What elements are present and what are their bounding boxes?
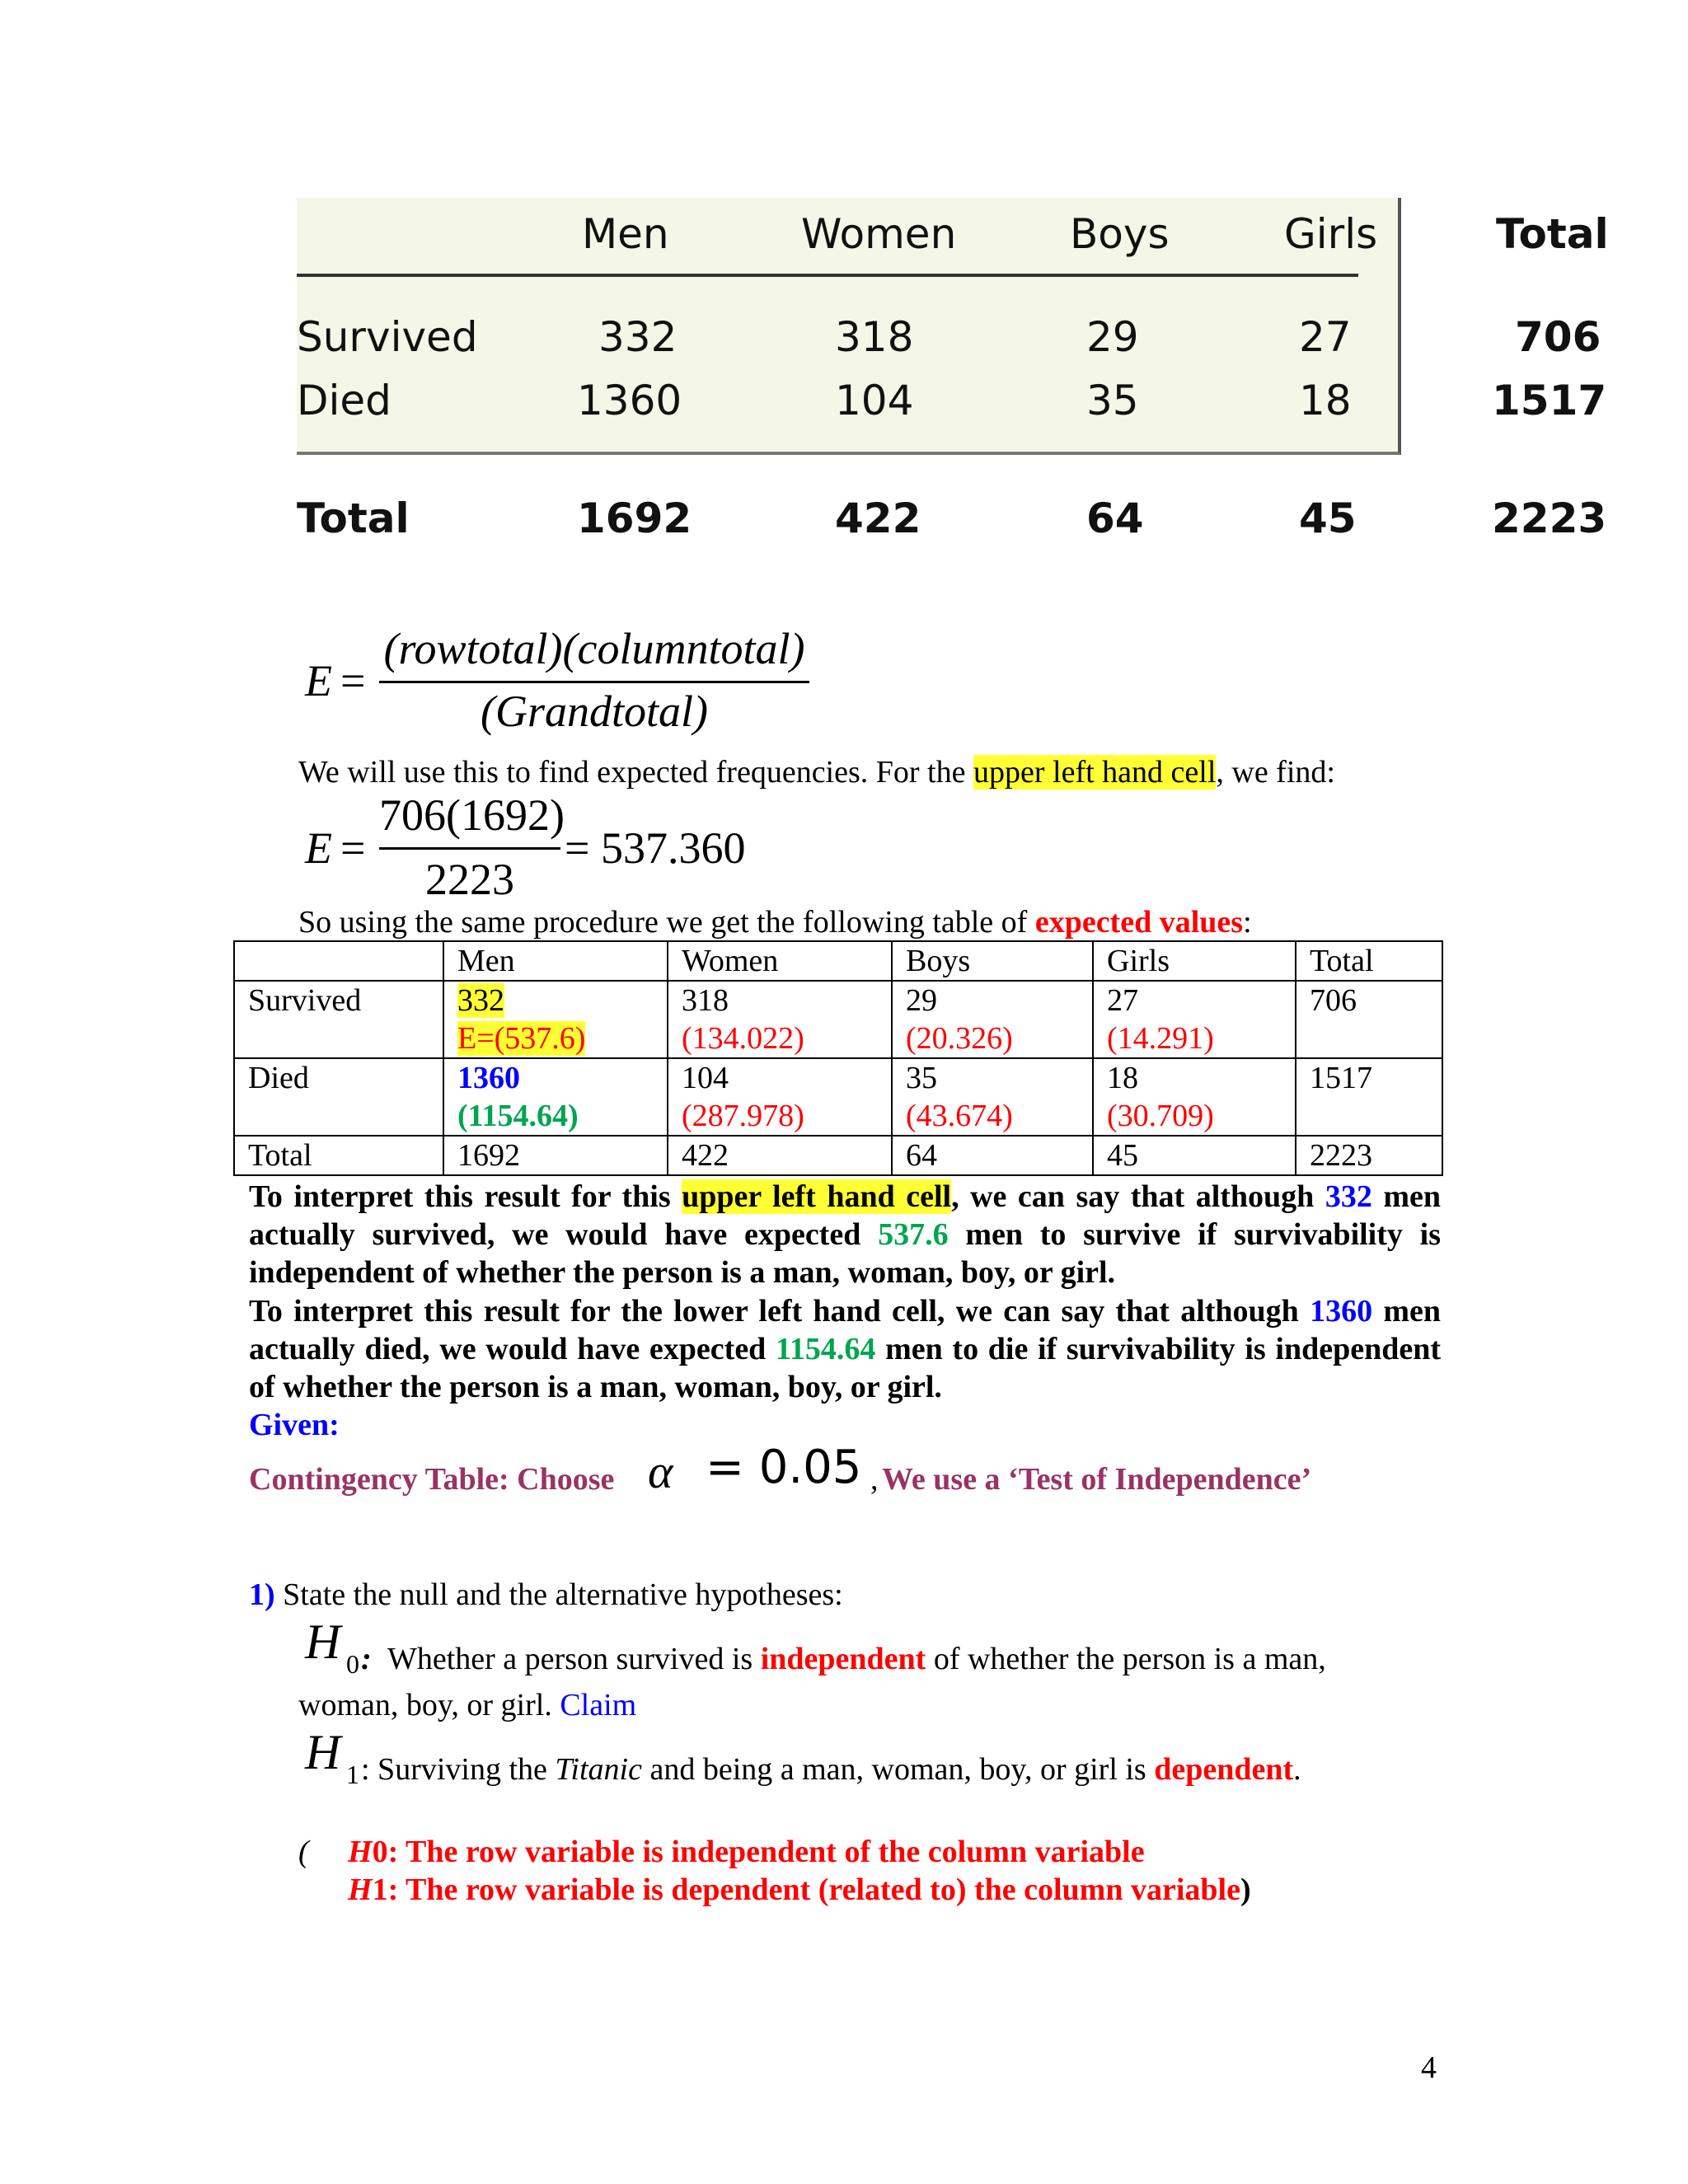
h0-statement-line2: woman, boy, or girl. Claim bbox=[298, 1688, 637, 1722]
h0-subscript: 0 bbox=[346, 1649, 359, 1679]
note-h1-line: H1: The row variable is dependent (related to) the column variable) bbox=[348, 1872, 1251, 1907]
h1-subscript: 1 bbox=[346, 1760, 359, 1789]
contingency-label: Contingency Table: Choose bbox=[249, 1462, 615, 1497]
table-cell: 35 (43.674) bbox=[892, 1058, 1093, 1136]
table-cell bbox=[443, 981, 668, 1058]
table-header-cell: Girls bbox=[1093, 941, 1296, 981]
page-number: 4 bbox=[1421, 2050, 1437, 2085]
survived-men-observed: 332 bbox=[457, 983, 504, 1018]
claim-label: Claim bbox=[560, 1688, 637, 1722]
obs-cell: 18 bbox=[1299, 377, 1352, 424]
table-cell: 2223 bbox=[1296, 1136, 1442, 1175]
obs-cell: 318 bbox=[835, 313, 914, 361]
obs-cell: 1360 bbox=[577, 377, 682, 424]
obs-total-cell: 45 bbox=[1299, 494, 1357, 542]
obs-row-total: 1517 bbox=[1492, 377, 1607, 424]
h0-symbol: H bbox=[305, 1615, 341, 1669]
example-denominator: 2223 bbox=[425, 855, 514, 904]
h1-symbol: H bbox=[305, 1725, 341, 1779]
obs-grand-total: 2223 bbox=[1492, 494, 1607, 542]
obs-cell: 27 bbox=[1299, 313, 1352, 361]
table-row-total bbox=[234, 1136, 1442, 1175]
died-men-expected: (1154.64) bbox=[457, 1099, 579, 1133]
alpha-symbol: α bbox=[648, 1445, 673, 1498]
died-men-observed: 1360 bbox=[457, 1061, 520, 1095]
test-of-independence-label: We use a ‘Test of Independence’ bbox=[882, 1462, 1312, 1497]
table-cell: 29 (20.326) bbox=[892, 981, 1093, 1058]
note-open-paren: ( bbox=[298, 1835, 309, 1869]
formula-denominator: (Grandtotal) bbox=[481, 687, 708, 736]
obs-row-survived-label: Survived bbox=[297, 313, 478, 361]
table-cell: 1517 bbox=[1296, 1058, 1442, 1136]
alpha-value: = 0.05 bbox=[706, 1441, 862, 1494]
given-label: Given: bbox=[249, 1408, 340, 1442]
obs-header-girls: Girls bbox=[1284, 210, 1378, 258]
table-cell bbox=[234, 941, 443, 981]
table-header-cell: Women bbox=[668, 941, 892, 981]
obs-cell: 35 bbox=[1086, 377, 1139, 424]
obs-cell: 29 bbox=[1086, 313, 1139, 361]
table-row-survived bbox=[234, 981, 1442, 1058]
h0-colon: : bbox=[361, 1642, 372, 1676]
contingency-comma: , bbox=[870, 1462, 879, 1497]
example-lhs: E bbox=[305, 823, 332, 873]
h0-statement: Whether a person survived is independent of whether the person is a man, bbox=[387, 1642, 1326, 1676]
table-cell: 422 bbox=[668, 1136, 892, 1175]
h1-statement: : Surviving the Titanic and being a man, woman, boy, or girl is dependent. bbox=[361, 1752, 1301, 1787]
interpretation-lower-left: To interpret this result for the lower left hand cell, we can say that although 1360 men actually died, we would have expected 1154.64 men to die if survivability is independent of whether the person is a man, woman, boy, or girl. bbox=[249, 1294, 1441, 1404]
table-header-cell: Men bbox=[443, 941, 668, 981]
paragraph-expected-table-intro: So using the same procedure we get the following table of expected values: bbox=[298, 905, 1252, 940]
interpretation-upper-left: To interpret this result for this upper left hand cell, we can say that although 332 men actually survived, we would have expected 537.6 men to survive if survivability is independent of whether the person is a man, woman, boy, or girl. bbox=[249, 1179, 1441, 1290]
example-numerator: 706(1692) bbox=[379, 790, 565, 840]
table-header-cell: Total bbox=[1296, 941, 1442, 981]
step-1-heading: 1) State the null and the alternative hypotheses: bbox=[249, 1577, 843, 1612]
table-cell: 18 (30.709) bbox=[1093, 1058, 1296, 1136]
formula-numerator: (rowtotal)(columntotal) bbox=[383, 624, 805, 673]
paragraph-expected-intro: We will use this to find expected frequencies. For the upper left hand cell, we find: bbox=[298, 755, 1335, 790]
table-cell: 706 bbox=[1296, 981, 1442, 1058]
table-cell bbox=[443, 1058, 668, 1136]
obs-header-total: Total bbox=[1496, 210, 1609, 258]
observed-table-header-rule bbox=[297, 274, 1358, 277]
table-row-died bbox=[234, 1058, 1442, 1136]
formula-fraction-bar bbox=[379, 681, 809, 683]
table-header-row bbox=[234, 941, 1442, 981]
note-h0-line: H0: The row variable is independent of the column variable bbox=[348, 1835, 1145, 1869]
highlight-upper-left: upper left hand cell bbox=[973, 755, 1217, 790]
table-cell: 318 (134.022) bbox=[668, 981, 892, 1058]
table-header-cell: Boys bbox=[892, 941, 1093, 981]
table-cell: 104 (287.978) bbox=[668, 1058, 892, 1136]
obs-cell: 332 bbox=[598, 313, 678, 361]
obs-total-cell: 422 bbox=[835, 494, 921, 542]
table-row-label: Died bbox=[234, 1058, 443, 1136]
survived-men-expected: E=(537.6) bbox=[457, 1021, 586, 1056]
example-result: = 537.360 bbox=[565, 823, 746, 873]
obs-header-boys: Boys bbox=[1070, 210, 1170, 258]
example-equals: = bbox=[340, 823, 366, 873]
table-cell: 64 bbox=[892, 1136, 1093, 1175]
formula-equals: = bbox=[340, 656, 366, 705]
obs-total-cell: 1692 bbox=[577, 494, 692, 542]
table-cell: 1692 bbox=[443, 1136, 668, 1175]
table-row-label: Total bbox=[234, 1136, 443, 1175]
table-cell: 27 (14.291) bbox=[1093, 981, 1296, 1058]
table-row-label: Survived bbox=[234, 981, 443, 1058]
example-fraction-bar bbox=[379, 847, 560, 850]
obs-total-label: Total bbox=[297, 494, 410, 542]
obs-total-cell: 64 bbox=[1086, 494, 1144, 542]
obs-header-women: Women bbox=[801, 210, 957, 258]
obs-row-died-label: Died bbox=[297, 377, 392, 424]
formula-lhs: E bbox=[305, 656, 332, 705]
obs-cell: 104 bbox=[835, 377, 914, 424]
table-cell: 45 bbox=[1093, 1136, 1296, 1175]
obs-header-men: Men bbox=[582, 210, 669, 258]
obs-row-total: 706 bbox=[1515, 313, 1601, 361]
expected-values-table bbox=[233, 940, 1443, 1176]
